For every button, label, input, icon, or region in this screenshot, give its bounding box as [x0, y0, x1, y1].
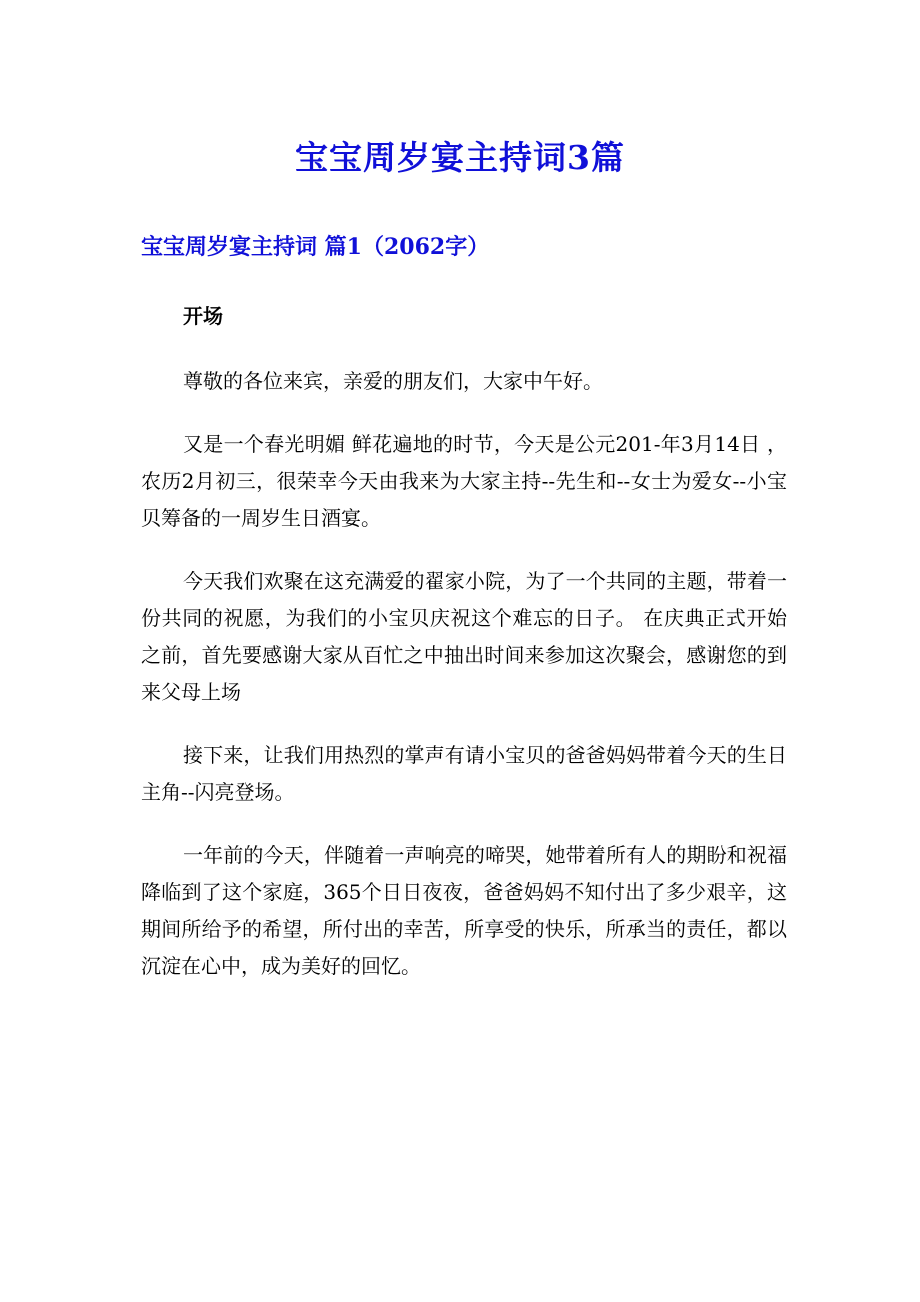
paragraph-gathering: 今天我们欢聚在这充满爱的翟家小院，为了一个共同的主题，带着一份共同的祝愿，为我们的小宝贝庆祝这个难忘的日子。 在庆典正式开始之前，首先要感谢大家从百忙之中抽出时间来参加这次聚会，感谢您的到来父母上场 [141, 569, 787, 704]
paragraph-greeting: 尊敬的各位来宾，亲爱的朋友们，大家中午好。 [183, 369, 603, 393]
paragraph-one-year-ago: 一年前的今天，伴随着一声响亮的啼哭，她带着所有人的期盼和祝福降临到了这个家庭，365个日日夜夜，爸爸妈妈不知付出了多少艰辛，这期间所给予的希望，所付出的幸苦，所享受的快乐，所承当的责任，都以沉淀在心中，成为美好的回忆。 [141, 843, 787, 978]
section-body [141, 298, 787, 1011]
section-heading: 宝宝周岁宴主持词 篇1（2062字） [141, 234, 490, 260]
section-subheading: 开场 [183, 304, 223, 328]
paragraph-parents-entrance: 接下来，让我们用热烈的掌声有请小宝贝的爸爸妈妈带着今天的生日主角--闪亮登场。 [141, 743, 787, 804]
paragraph-date-intro: 又是一个春光明媚 鲜花遍地的时节，今天是公元201-年3月14日 ，农历2月初三，很荣幸今天由我来为大家主持--先生和--女士为爱女--小宝贝筹备的一周岁生日酒宴。 [141, 432, 787, 530]
document-title: 宝宝周岁宴主持词3篇 [295, 138, 625, 177]
